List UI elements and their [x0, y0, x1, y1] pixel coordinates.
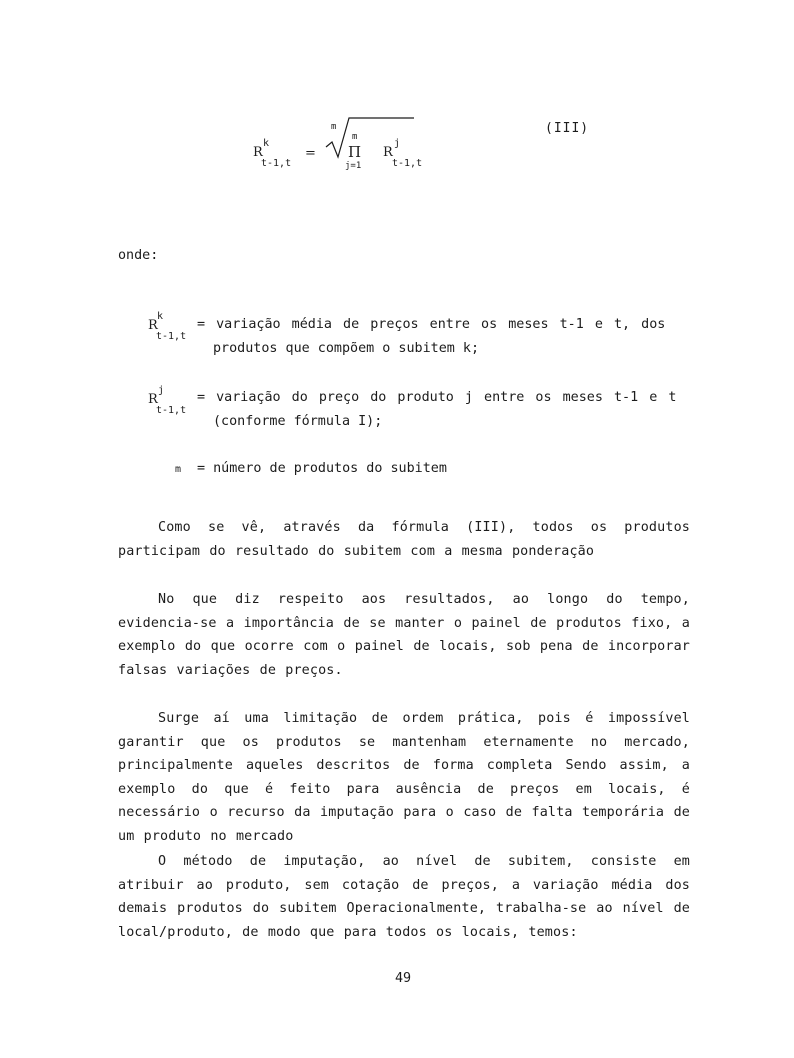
def-text-line: = número de produtos do subitem [197, 461, 447, 476]
def-text-line: (conforme fórmula I); [213, 414, 383, 429]
paragraph-text: Como se vê, através da fórmula (III), todos os produtos participam do resultado do subitem com a mesma ponderação [118, 520, 690, 559]
product-icon: Π [348, 143, 362, 161]
formula-number: (III) [545, 121, 590, 136]
radical-sign-icon [324, 115, 416, 161]
formula-lhs-base: R [253, 145, 263, 160]
body-paragraph [118, 516, 690, 563]
paragraph-text: Surge aí uma limitação de ordem prática, pois é impossível garantir que os produtos se mantenham eternamente no mercado, principalmente aqueles descritos de forma completa Sendo assim, a exemplo do que é feito para ausência de preços em locais, é necessário o recurso da imputação para o caso de falta temporária de um produto no mercado [118, 711, 690, 844]
root-index: m [331, 122, 337, 132]
def-symbol-base: R [148, 318, 158, 333]
formula-rhs-base: R [383, 145, 393, 160]
def-text-line: = variação do preço do produto j entre os meses t-1 e t [197, 390, 677, 405]
def-symbol-sub: t-1,t [156, 405, 187, 416]
def-symbol-sub: t-1,t [156, 331, 187, 342]
body-paragraph [118, 588, 690, 682]
def-symbol-sup: k [157, 311, 164, 322]
formula-rhs-sub: t-1,t [392, 158, 423, 169]
def-symbol-sup: j [158, 385, 165, 396]
def-symbol: m [175, 464, 182, 475]
formula-lhs-sub: t-1,t [261, 158, 292, 169]
formula-rhs-sup: j [394, 138, 401, 149]
body-paragraph [118, 850, 690, 944]
paragraph-text: O método de imputação, ao nível de subitem, consiste em atribuir ao produto, sem cotação de preços, a variação média dos demais produtos do subitem Operacionalmente, trabalha-se ao nível de local/produto, de modo que para todos os locais, temos: [118, 854, 690, 940]
onde-label: onde: [118, 248, 159, 263]
page-number: 49 [395, 971, 412, 986]
def-symbol-base: R [148, 392, 158, 407]
formula-equals: = [305, 146, 316, 161]
product-upper-limit: m [352, 132, 358, 142]
def-text-line: produtos que compõem o subitem k; [213, 341, 480, 356]
formula-lhs-sup: k [263, 138, 270, 149]
paragraph-text: No que diz respeito aos resultados, ao longo do tempo, evidencia-se a importância de se manter o painel de produtos fixo, a exemplo do que ocorre com o painel de locais, sob pena de incorporar falsas variações de preços. [118, 592, 690, 678]
product-lower-limit: j=1 [345, 161, 362, 171]
body-paragraph [118, 707, 690, 848]
def-text-line: = variação média de preços entre os meses t-1 e t, dos [197, 317, 666, 332]
